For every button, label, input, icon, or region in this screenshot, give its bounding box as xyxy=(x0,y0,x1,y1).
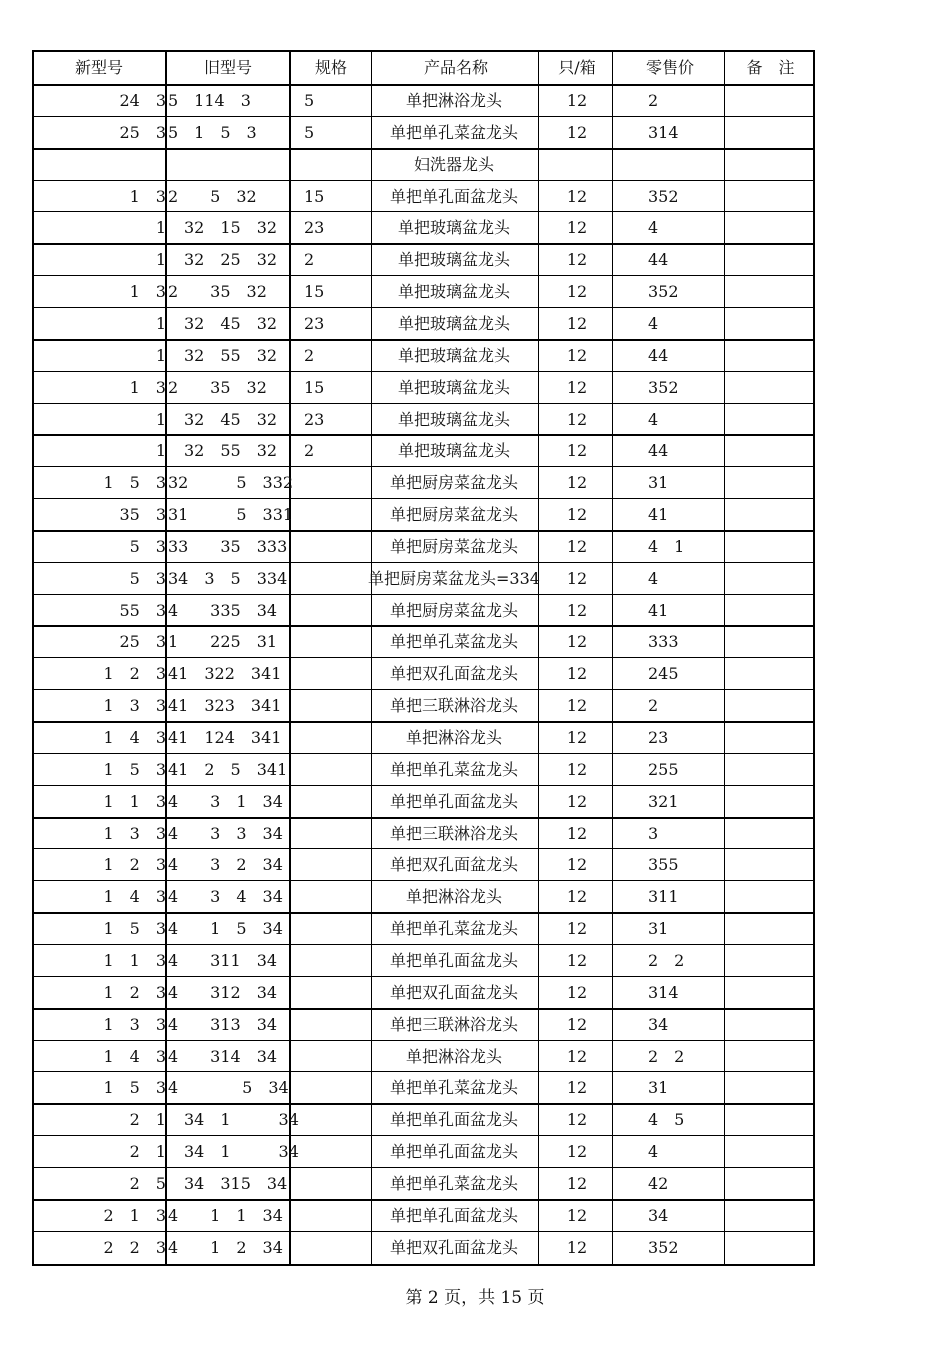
cell-retail-price: 352 xyxy=(648,186,679,206)
cell-new-model: 1 xyxy=(155,250,166,270)
cell-retail-price: 44 xyxy=(648,345,669,365)
cell-spec: 23 xyxy=(304,409,325,429)
cell-per-box: 12 xyxy=(566,632,588,652)
cell-retail-price: 34 xyxy=(648,1205,669,1225)
cell-old-model: 34 1 34 xyxy=(168,1142,299,1162)
cell-per-box: 12 xyxy=(566,1110,588,1130)
cell-retail-price: 44 xyxy=(648,441,669,461)
page-number: 第 2 页，共 15 页 xyxy=(405,1288,545,1308)
cell-product-name: 单把玻璃盆龙头 xyxy=(397,345,510,365)
cell-old-model: 5 114 3 xyxy=(168,91,251,110)
table-row xyxy=(32,117,815,149)
cell-new-model: 2 1 xyxy=(129,1142,166,1162)
cell-old-model: 4 3 4 34 xyxy=(168,887,283,907)
cell-retail-price: 31 xyxy=(648,919,669,939)
cell-new-model: 1 2 3 xyxy=(103,855,166,875)
cell-new-model: 24 3 xyxy=(119,91,166,110)
cell-product-name: 单把单孔菜盆龙头 xyxy=(389,1078,518,1098)
cell-spec: 2 xyxy=(304,250,315,270)
table-row xyxy=(32,1232,815,1264)
cell-old-model: 32 15 32 xyxy=(168,218,278,238)
cell-retail-price: 314 xyxy=(648,982,679,1002)
cell-product-name: 单把厨房菜盆龙头 xyxy=(389,600,518,620)
cell-spec: 23 xyxy=(304,218,325,238)
cell-product-name: 单把单孔菜盆龙头 xyxy=(389,122,518,142)
table-row xyxy=(32,340,815,372)
cell-per-box: 12 xyxy=(566,505,588,525)
table-row xyxy=(32,435,815,467)
cell-per-box: 12 xyxy=(566,1173,588,1193)
cell-new-model: 2 2 3 xyxy=(103,1237,166,1257)
cell-product-name: 单把玻璃盆龙头 xyxy=(397,441,510,461)
cell-product-name: 单把厨房菜盆龙头=334 xyxy=(368,568,540,588)
table-row xyxy=(32,626,815,658)
cell-old-model: 33 35 333 xyxy=(168,536,288,556)
cell-per-box: 12 xyxy=(566,823,588,843)
cell-old-model: 32 45 32 xyxy=(168,409,278,429)
cell-per-box: 12 xyxy=(566,536,588,556)
table-row xyxy=(32,658,815,690)
table-row xyxy=(32,531,815,563)
cell-per-box: 12 xyxy=(566,313,588,333)
cell-retail-price: 4 xyxy=(648,568,659,588)
cell-per-box: 12 xyxy=(566,250,588,270)
cell-product-name: 单把淋浴龙头 xyxy=(405,887,502,907)
cell-spec: 15 xyxy=(304,377,325,397)
cell-old-model: 2 35 32 xyxy=(168,282,267,302)
cell-retail-price: 245 xyxy=(648,664,679,684)
cell-per-box: 12 xyxy=(566,728,588,747)
cell-old-model: 4 311 34 xyxy=(168,950,278,970)
table-row xyxy=(32,276,815,308)
cell-new-model: 1 xyxy=(155,409,166,429)
cell-per-box: 12 xyxy=(566,855,588,875)
table-row xyxy=(32,881,815,913)
cell-new-model: 2 5 xyxy=(129,1173,166,1193)
cell-per-box: 12 xyxy=(566,91,588,110)
table-row xyxy=(32,754,815,786)
header-old-model: 旧型号 xyxy=(203,58,252,77)
cell-spec: 15 xyxy=(304,282,325,302)
header-retail-price: 零售价 xyxy=(645,58,694,77)
cell-old-model: 4 335 34 xyxy=(168,600,278,620)
table-row xyxy=(32,690,815,722)
cell-retail-price: 2 2 xyxy=(648,950,685,970)
table-row xyxy=(32,1072,815,1104)
cell-new-model xyxy=(32,149,166,181)
cell-per-box: 12 xyxy=(566,473,588,493)
cell-new-model: 55 3 xyxy=(119,600,166,620)
cell-retail-price: 355 xyxy=(648,855,679,875)
cell-product-name: 单把单孔面盆龙头 xyxy=(389,186,518,206)
cell-retail-price: 31 xyxy=(648,1078,669,1098)
cell-new-model: 1 xyxy=(155,218,166,238)
cell-old-model: 4 5 34 xyxy=(168,1078,289,1098)
cell-product-name: 单把淋浴龙头 xyxy=(405,91,502,110)
cell-retail-price: 4 1 xyxy=(648,536,685,556)
cell-old-model: 4 3 2 34 xyxy=(168,855,283,875)
cell-product-name: 妇洗器龙头 xyxy=(413,154,494,174)
cell-retail-price: 2 2 xyxy=(648,1046,685,1066)
cell-retail-price: 4 5 xyxy=(648,1110,685,1130)
header-spec: 规格 xyxy=(314,58,347,77)
cell-per-box: 12 xyxy=(566,218,588,238)
cell-product-name: 单把厨房菜盆龙头 xyxy=(389,505,518,525)
cell-new-model: 1 3 xyxy=(129,282,166,302)
cell-product-name: 单把玻璃盆龙头 xyxy=(397,377,510,397)
table-row xyxy=(32,818,815,850)
table-row xyxy=(32,849,815,881)
cell-new-model: 1 2 3 xyxy=(103,982,166,1002)
header-remarks: 备 注 xyxy=(746,58,795,77)
cell-product-name: 单把厨房菜盆龙头 xyxy=(389,473,518,493)
cell-spec: 5 xyxy=(304,122,315,142)
cell-new-model: 1 5 3 xyxy=(103,473,166,493)
cell-product-name: 单把单孔菜盆龙头 xyxy=(389,919,518,939)
cell-per-box: 12 xyxy=(566,919,588,939)
cell-retail-price xyxy=(614,149,760,181)
table-row xyxy=(32,212,815,244)
cell-product-name: 单把双孔面盆龙头 xyxy=(389,982,518,1002)
header-product-name: 产品名称 xyxy=(423,58,488,77)
cell-new-model: 1 3 xyxy=(129,377,166,397)
table-row xyxy=(32,1168,815,1200)
cell-new-model: 1 3 xyxy=(129,186,166,206)
cell-spec: 15 xyxy=(304,186,325,206)
cell-retail-price: 314 xyxy=(648,122,679,142)
table-row xyxy=(32,149,815,181)
cell-new-model: 25 3 xyxy=(119,632,166,652)
cell-product-name: 单把单孔面盆龙头 xyxy=(389,1142,518,1162)
cell-new-model: 25 3 xyxy=(119,122,166,142)
table-row xyxy=(32,1041,815,1073)
cell-old-model: 4 1 1 34 xyxy=(168,1205,283,1225)
cell-product-name: 单把玻璃盆龙头 xyxy=(397,218,510,238)
cell-old-model: 34 3 5 334 xyxy=(168,568,288,588)
table-row xyxy=(32,181,815,213)
table-row xyxy=(32,85,815,117)
table-row xyxy=(32,913,815,945)
cell-per-box: 12 xyxy=(566,568,588,588)
cell-retail-price: 352 xyxy=(648,377,679,397)
cell-product-name: 单把三联淋浴龙头 xyxy=(389,1014,518,1034)
cell-new-model: 1 1 3 xyxy=(103,791,166,811)
cell-product-name: 单把玻璃盆龙头 xyxy=(397,409,510,429)
cell-product-name: 单把双孔面盆龙头 xyxy=(389,664,518,684)
cell-old-model: 32 5 332 xyxy=(168,473,294,493)
cell-new-model: 1 4 3 xyxy=(103,887,166,907)
table-row xyxy=(32,244,815,276)
cell-old-model: 4 1 2 34 xyxy=(168,1237,283,1257)
cell-retail-price: 333 xyxy=(648,632,679,652)
cell-new-model: 1 3 3 xyxy=(103,1014,166,1034)
table-row xyxy=(32,1136,815,1168)
cell-product-name: 单把单孔面盆龙头 xyxy=(389,1205,518,1225)
cell-old-model: 4 3 3 34 xyxy=(168,823,283,843)
cell-old-model: 2 35 32 xyxy=(168,377,267,397)
cell-retail-price: 4 xyxy=(648,409,659,429)
cell-per-box: 12 xyxy=(566,282,588,302)
table-row xyxy=(32,722,815,754)
cell-per-box: 12 xyxy=(566,950,588,970)
cell-new-model: 1 5 3 xyxy=(103,919,166,939)
cell-per-box: 12 xyxy=(566,1078,588,1098)
cell-new-model: 1 3 3 xyxy=(103,823,166,843)
cell-product-name: 单把玻璃盆龙头 xyxy=(397,250,510,270)
cell-new-model: 2 1 xyxy=(129,1110,166,1130)
cell-old-model xyxy=(166,149,288,181)
cell-retail-price: 311 xyxy=(648,887,679,907)
cell-old-model: 41 323 341 xyxy=(168,696,282,716)
cell-retail-price: 34 xyxy=(648,1014,669,1034)
cell-per-box: 12 xyxy=(566,1142,588,1162)
cell-old-model: 32 45 32 xyxy=(168,313,278,333)
cell-old-model: 32 25 32 xyxy=(168,250,278,270)
cell-per-box: 12 xyxy=(566,1205,588,1225)
cell-new-model: 2 1 3 xyxy=(103,1205,166,1225)
cell-retail-price: 352 xyxy=(648,282,679,302)
cell-product-name: 单把单孔菜盆龙头 xyxy=(389,759,518,779)
table-row xyxy=(32,977,815,1009)
cell-product-name: 单把单孔菜盆龙头 xyxy=(389,1173,518,1193)
cell-per-box: 12 xyxy=(566,696,588,716)
table-row xyxy=(32,1009,815,1041)
cell-old-model: 1 225 31 xyxy=(168,632,278,652)
cell-per-box: 12 xyxy=(566,122,588,142)
cell-retail-price: 44 xyxy=(648,250,669,270)
cell-spec: 2 xyxy=(304,345,315,365)
cell-per-box: 12 xyxy=(566,664,588,684)
cell-new-model: 1 2 3 xyxy=(103,664,166,684)
cell-product-name: 单把淋浴龙头 xyxy=(405,728,502,747)
cell-new-model: 1 1 3 xyxy=(103,950,166,970)
cell-new-model: 5 3 xyxy=(129,536,166,556)
cell-per-box: 12 xyxy=(566,600,588,620)
table-row xyxy=(32,1104,815,1136)
cell-spec: 23 xyxy=(304,313,325,333)
cell-retail-price: 42 xyxy=(648,1173,669,1193)
cell-new-model: 1 4 3 xyxy=(103,1046,166,1066)
cell-product-name: 单把三联淋浴龙头 xyxy=(389,696,518,716)
cell-retail-price: 2 xyxy=(648,91,659,110)
cell-product-name: 单把单孔面盆龙头 xyxy=(389,1110,518,1130)
cell-new-model: 1 5 3 xyxy=(103,759,166,779)
price-list-table xyxy=(32,50,815,1266)
cell-retail-price: 321 xyxy=(648,791,679,811)
cell-retail-price: 31 xyxy=(648,473,669,493)
cell-old-model: 4 3 1 34 xyxy=(168,791,283,811)
cell-retail-price: 4 xyxy=(648,313,659,333)
cell-per-box: 12 xyxy=(566,441,588,461)
cell-old-model: 41 124 341 xyxy=(168,728,282,747)
cell-retail-price: 352 xyxy=(648,1237,679,1257)
cell-product-name: 单把单孔面盆龙头 xyxy=(389,950,518,970)
table-header-row xyxy=(32,52,815,84)
cell-new-model: 1 xyxy=(155,345,166,365)
table-row xyxy=(32,499,815,531)
cell-retail-price: 255 xyxy=(648,759,679,779)
cell-retail-price: 41 xyxy=(648,600,669,620)
cell-retail-price: 23 xyxy=(648,728,669,747)
cell-retail-price: 4 xyxy=(648,1142,659,1162)
cell-old-model: 4 1 5 34 xyxy=(168,919,283,939)
table-row xyxy=(32,467,815,499)
cell-product-name: 单把淋浴龙头 xyxy=(405,1046,502,1066)
cell-old-model: 4 312 34 xyxy=(168,982,278,1002)
table-row xyxy=(32,308,815,340)
table-row xyxy=(32,563,815,595)
cell-old-model: 5 1 5 3 xyxy=(168,122,257,142)
cell-product-name: 单把玻璃盆龙头 xyxy=(397,313,510,333)
cell-new-model: 1 4 3 xyxy=(103,728,166,747)
cell-new-model: 1 5 3 xyxy=(103,1078,166,1098)
cell-per-box: 12 xyxy=(566,1237,588,1257)
cell-old-model: 41 322 341 xyxy=(168,664,282,684)
cell-per-box: 12 xyxy=(566,186,588,206)
cell-new-model: 1 xyxy=(155,313,166,333)
header-per-box: 只/箱 xyxy=(558,58,596,77)
cell-per-box: 12 xyxy=(566,345,588,365)
cell-product-name: 单把三联淋浴龙头 xyxy=(389,823,518,843)
cell-new-model: 1 3 3 xyxy=(103,696,166,716)
cell-product-name: 单把双孔面盆龙头 xyxy=(389,1237,518,1257)
cell-per-box: 12 xyxy=(566,1014,588,1034)
cell-new-model: 1 xyxy=(155,441,166,461)
cell-old-model: 41 2 5 341 xyxy=(168,759,288,779)
cell-old-model: 4 313 34 xyxy=(168,1014,278,1034)
cell-per-box: 12 xyxy=(566,377,588,397)
cell-new-model: 35 3 xyxy=(119,505,166,525)
table-row xyxy=(32,372,815,404)
cell-old-model: 32 55 32 xyxy=(168,441,278,461)
cell-retail-price: 41 xyxy=(648,505,669,525)
cell-old-model: 34 1 34 xyxy=(168,1110,299,1130)
cell-old-model: 32 55 32 xyxy=(168,345,278,365)
cell-product-name: 单把单孔面盆龙头 xyxy=(389,791,518,811)
cell-product-name: 单把玻璃盆龙头 xyxy=(397,282,510,302)
cell-per-box: 12 xyxy=(566,759,588,779)
table-row xyxy=(32,945,815,977)
cell-spec: 5 xyxy=(304,91,315,110)
cell-product-name: 单把双孔面盆龙头 xyxy=(389,855,518,875)
table-row xyxy=(32,595,815,627)
cell-retail-price: 4 xyxy=(648,218,659,238)
table-row xyxy=(32,404,815,436)
cell-product-name: 单把单孔菜盆龙头 xyxy=(389,632,518,652)
cell-old-model: 4 314 34 xyxy=(168,1046,278,1066)
cell-per-box xyxy=(540,149,614,181)
cell-product-name: 单把厨房菜盆龙头 xyxy=(389,536,518,556)
cell-old-model: 2 5 32 xyxy=(168,186,257,206)
cell-old-model: 34 315 34 xyxy=(168,1173,288,1193)
cell-retail-price: 2 xyxy=(648,696,659,716)
cell-per-box: 12 xyxy=(566,982,588,1002)
cell-per-box: 12 xyxy=(566,1046,588,1066)
table-row xyxy=(32,1200,815,1232)
cell-per-box: 12 xyxy=(566,409,588,429)
cell-spec: 2 xyxy=(304,441,315,461)
cell-per-box: 12 xyxy=(566,887,588,907)
cell-old-model: 31 5 331 xyxy=(168,505,294,525)
cell-retail-price: 3 xyxy=(648,823,659,843)
header-new-model: 新型号 xyxy=(74,58,123,77)
cell-per-box: 12 xyxy=(566,791,588,811)
cell-new-model: 5 3 xyxy=(129,568,166,588)
table-row xyxy=(32,786,815,818)
